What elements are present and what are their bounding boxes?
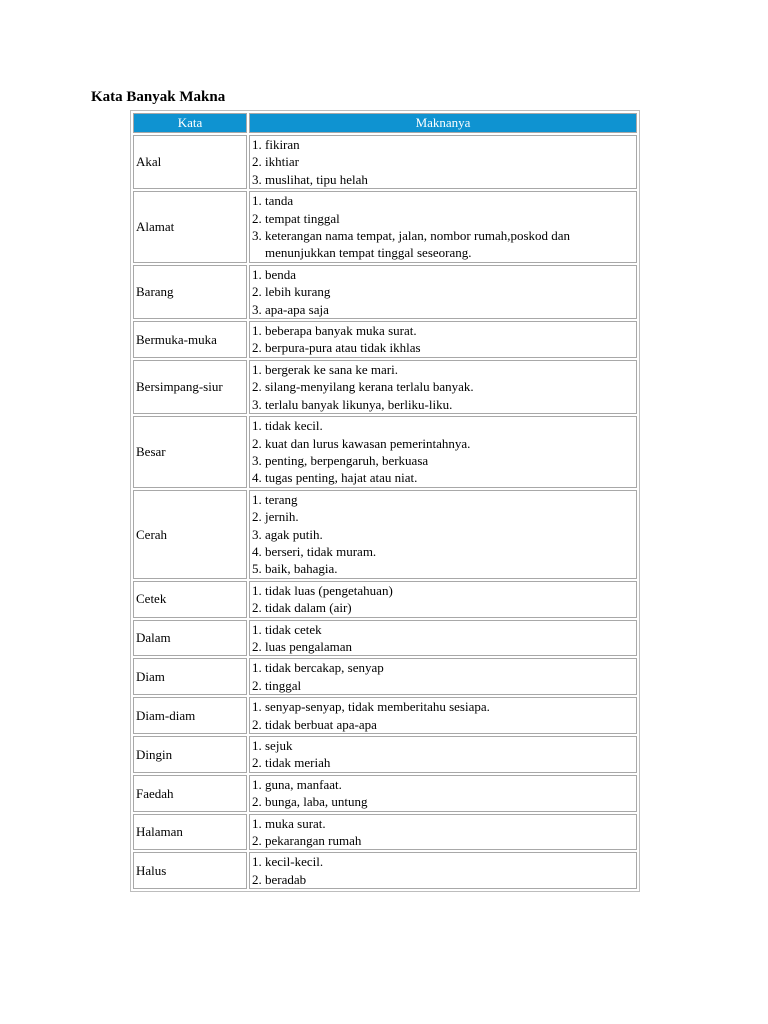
meaning-text: tidak meriah	[265, 755, 331, 771]
meaning-text: tinggal	[265, 677, 302, 693]
meaning-number: 2.	[252, 871, 265, 887]
meaning-item	[252, 853, 634, 870]
meaning-item	[252, 491, 634, 508]
word-cell: Bersimpang-siur	[133, 360, 247, 414]
meaning-text: tidak bercakap, senyap	[265, 660, 384, 676]
word-cell: Akal	[133, 135, 247, 189]
meaning-item	[252, 417, 634, 434]
meaning-number: 1.	[252, 137, 265, 152]
meaning-item	[252, 737, 634, 754]
table-row	[133, 620, 637, 657]
table-row	[133, 321, 637, 358]
meanings-cell	[249, 135, 637, 189]
meaning-text: kuat dan lurus kawasan pemerintahnya.	[265, 435, 471, 451]
meaning-text: muka surat.	[265, 815, 326, 831]
meanings-cell	[249, 697, 637, 734]
meaning-text: guna, manfaat.	[265, 776, 342, 792]
word-cell: Dingin	[133, 736, 247, 773]
meaning-item	[252, 452, 634, 469]
meaning-item	[252, 508, 634, 525]
meaning-number: 1.	[252, 323, 265, 339]
meaning-number: 1.	[252, 738, 265, 753]
meaning-item	[252, 283, 634, 300]
word-cell: Alamat	[133, 191, 247, 263]
table-body	[133, 135, 637, 889]
meaning-number: 1.	[252, 582, 265, 598]
meanings-cell	[249, 620, 637, 657]
meaning-text: ikhtiar	[265, 154, 299, 170]
meaning-text: luas pengalaman	[265, 638, 352, 654]
meaning-number: 2.	[252, 340, 265, 356]
meaning-number: 3.	[252, 452, 265, 468]
meaning-number: 2.	[252, 284, 265, 300]
meaning-number: 2.	[252, 600, 265, 616]
meaning-text: penting, berpengaruh, berkuasa	[265, 452, 429, 468]
meaning-number: 1.	[252, 621, 265, 637]
meaning-text: tidak cetek	[265, 621, 322, 637]
meaning-number: 2.	[252, 379, 265, 395]
meaning-text: berpura-pura atau tidak ikhlas	[265, 340, 421, 356]
meaning-item	[252, 543, 634, 560]
meaning-item	[252, 677, 634, 694]
meaning-number: 2.	[252, 794, 265, 810]
meaning-item	[252, 698, 634, 715]
meaning-number: 4.	[252, 470, 265, 486]
meaning-number: 1.	[252, 418, 265, 434]
meaning-number: 5.	[252, 561, 265, 577]
meaning-item	[252, 638, 634, 655]
meaning-item	[252, 227, 634, 262]
table-row	[133, 852, 637, 889]
page-title: Kata Banyak Makna	[91, 89, 226, 105]
meaning-item	[252, 339, 634, 356]
meanings-cell	[249, 416, 637, 488]
table-row	[133, 814, 637, 851]
meaning-item	[252, 361, 634, 378]
meaning-text: tidak kecil.	[265, 418, 323, 434]
meaning-text: terang	[265, 491, 298, 507]
table-row	[133, 360, 637, 414]
meaning-number: 2.	[252, 638, 265, 654]
meaning-number: 2.	[252, 154, 265, 170]
table-row	[133, 135, 637, 189]
meaning-item	[252, 793, 634, 810]
word-cell: Cerah	[133, 490, 247, 579]
word-cell: Barang	[133, 265, 247, 319]
meaning-item	[252, 832, 634, 849]
word-cell: Besar	[133, 416, 247, 488]
meaning-item	[252, 266, 634, 283]
meaning-text: silang-menyilang kerana terlalu banyak.	[265, 379, 474, 395]
table-row	[133, 265, 637, 319]
meaning-number: 1.	[252, 660, 265, 676]
meaning-item	[252, 301, 634, 318]
word-cell: Diam-diam	[133, 697, 247, 734]
table-row	[133, 490, 637, 579]
meanings-cell	[249, 736, 637, 773]
meaning-text: jernih.	[265, 509, 299, 525]
meaning-item	[252, 136, 634, 153]
meanings-cell	[249, 581, 637, 618]
meaning-text: tidak luas (pengetahuan)	[265, 582, 393, 598]
table-row	[133, 191, 637, 263]
meaning-text: tidak berbuat apa-apa	[265, 716, 377, 732]
meaning-text: muslihat, tipu helah	[265, 171, 368, 187]
meanings-cell	[249, 852, 637, 889]
meanings-cell	[249, 775, 637, 812]
meaning-number: 1.	[252, 361, 265, 377]
meaning-text: tanda	[265, 193, 294, 209]
meaning-number: 3.	[252, 396, 265, 412]
meaning-item	[252, 171, 634, 188]
meaning-number: 3.	[252, 228, 265, 244]
meaning-item	[252, 599, 634, 616]
meaning-item	[252, 815, 634, 832]
meaning-number: 2.	[252, 677, 265, 693]
meaning-item	[252, 153, 634, 170]
meaning-table-container	[130, 110, 640, 892]
meanings-cell	[249, 265, 637, 319]
word-cell: Cetek	[133, 581, 247, 618]
word-cell: Halaman	[133, 814, 247, 851]
word-cell: Faedah	[133, 775, 247, 812]
meanings-cell	[249, 490, 637, 579]
meaning-number: 1.	[252, 776, 265, 792]
table-row	[133, 697, 637, 734]
meaning-text: lebih kurang	[265, 284, 331, 300]
table-row	[133, 581, 637, 618]
meaning-number: 3.	[252, 301, 265, 317]
meaning-item	[252, 776, 634, 793]
meanings-cell	[249, 360, 637, 414]
meaning-item	[252, 322, 634, 339]
meaning-text: keterangan nama tempat, jalan, nombor rumah,poskod dan menunjukkan tempat tinggal seseorang.	[265, 228, 571, 261]
meaning-text: beradab	[265, 871, 307, 887]
meaning-number: 1.	[252, 854, 265, 870]
meaning-text: baik, bahagia.	[265, 561, 338, 577]
table-row	[133, 775, 637, 812]
meaning-text: berseri, tidak muram.	[265, 543, 377, 559]
meaning-number: 2.	[252, 755, 265, 771]
meaning-number: 1.	[252, 699, 265, 715]
meaning-item	[252, 716, 634, 733]
meaning-item	[252, 871, 634, 888]
meaning-table	[130, 110, 640, 892]
meaning-item	[252, 378, 634, 395]
meaning-number: 2.	[252, 716, 265, 732]
meaning-number: 3.	[252, 526, 265, 542]
meaning-number: 4.	[252, 543, 265, 559]
meaning-text: tidak dalam (air)	[265, 600, 352, 616]
word-cell: Diam	[133, 658, 247, 695]
table-row	[133, 658, 637, 695]
meanings-cell	[249, 321, 637, 358]
meaning-text: pekarangan rumah	[265, 833, 362, 849]
meaning-item	[252, 469, 634, 486]
word-cell: Halus	[133, 852, 247, 889]
meaning-item	[252, 526, 634, 543]
meaning-number: 2.	[252, 833, 265, 849]
word-cell: Dalam	[133, 620, 247, 657]
meaning-number: 2.	[252, 509, 265, 525]
meaning-text: senyap-senyap, tidak memberitahu sesiapa.	[265, 699, 490, 715]
meaning-text: tempat tinggal	[265, 210, 340, 226]
meaning-text: bergerak ke sana ke mari.	[265, 361, 398, 377]
meaning-item	[252, 621, 634, 638]
meaning-item	[252, 396, 634, 413]
table-header-row	[133, 113, 637, 133]
meaning-item	[252, 210, 634, 227]
header-kata: Kata	[133, 113, 247, 133]
meaning-text: apa-apa saja	[265, 301, 329, 317]
header-maknanya: Maknanya	[249, 113, 637, 133]
table-row	[133, 416, 637, 488]
word-cell: Bermuka-muka	[133, 321, 247, 358]
meaning-item	[252, 435, 634, 452]
meanings-cell	[249, 814, 637, 851]
meanings-cell	[249, 191, 637, 263]
meaning-number: 1.	[252, 266, 265, 282]
meanings-cell	[249, 658, 637, 695]
meaning-text: sejuk	[265, 738, 293, 753]
meaning-text: bunga, laba, untung	[265, 794, 368, 810]
meaning-text: fikiran	[265, 137, 300, 152]
meaning-text: terlalu banyak likunya, berliku-liku.	[265, 396, 453, 412]
meaning-item	[252, 659, 634, 676]
meaning-number: 1.	[252, 491, 265, 507]
meaning-text: agak putih.	[265, 526, 323, 542]
meaning-item	[252, 754, 634, 771]
meaning-text: benda	[265, 266, 297, 282]
meaning-text: tugas penting, hajat atau niat.	[265, 470, 418, 486]
meaning-item	[252, 192, 634, 209]
table-row	[133, 736, 637, 773]
meaning-number: 3.	[252, 171, 265, 187]
meaning-number: 2.	[252, 210, 265, 226]
meaning-number: 1.	[252, 815, 265, 831]
meaning-text: beberapa banyak muka surat.	[265, 323, 417, 339]
meaning-number: 2.	[252, 435, 265, 451]
meaning-item	[252, 582, 634, 599]
meaning-item	[252, 560, 634, 577]
meaning-text: kecil-kecil.	[265, 854, 324, 870]
meaning-number: 1.	[252, 193, 265, 209]
